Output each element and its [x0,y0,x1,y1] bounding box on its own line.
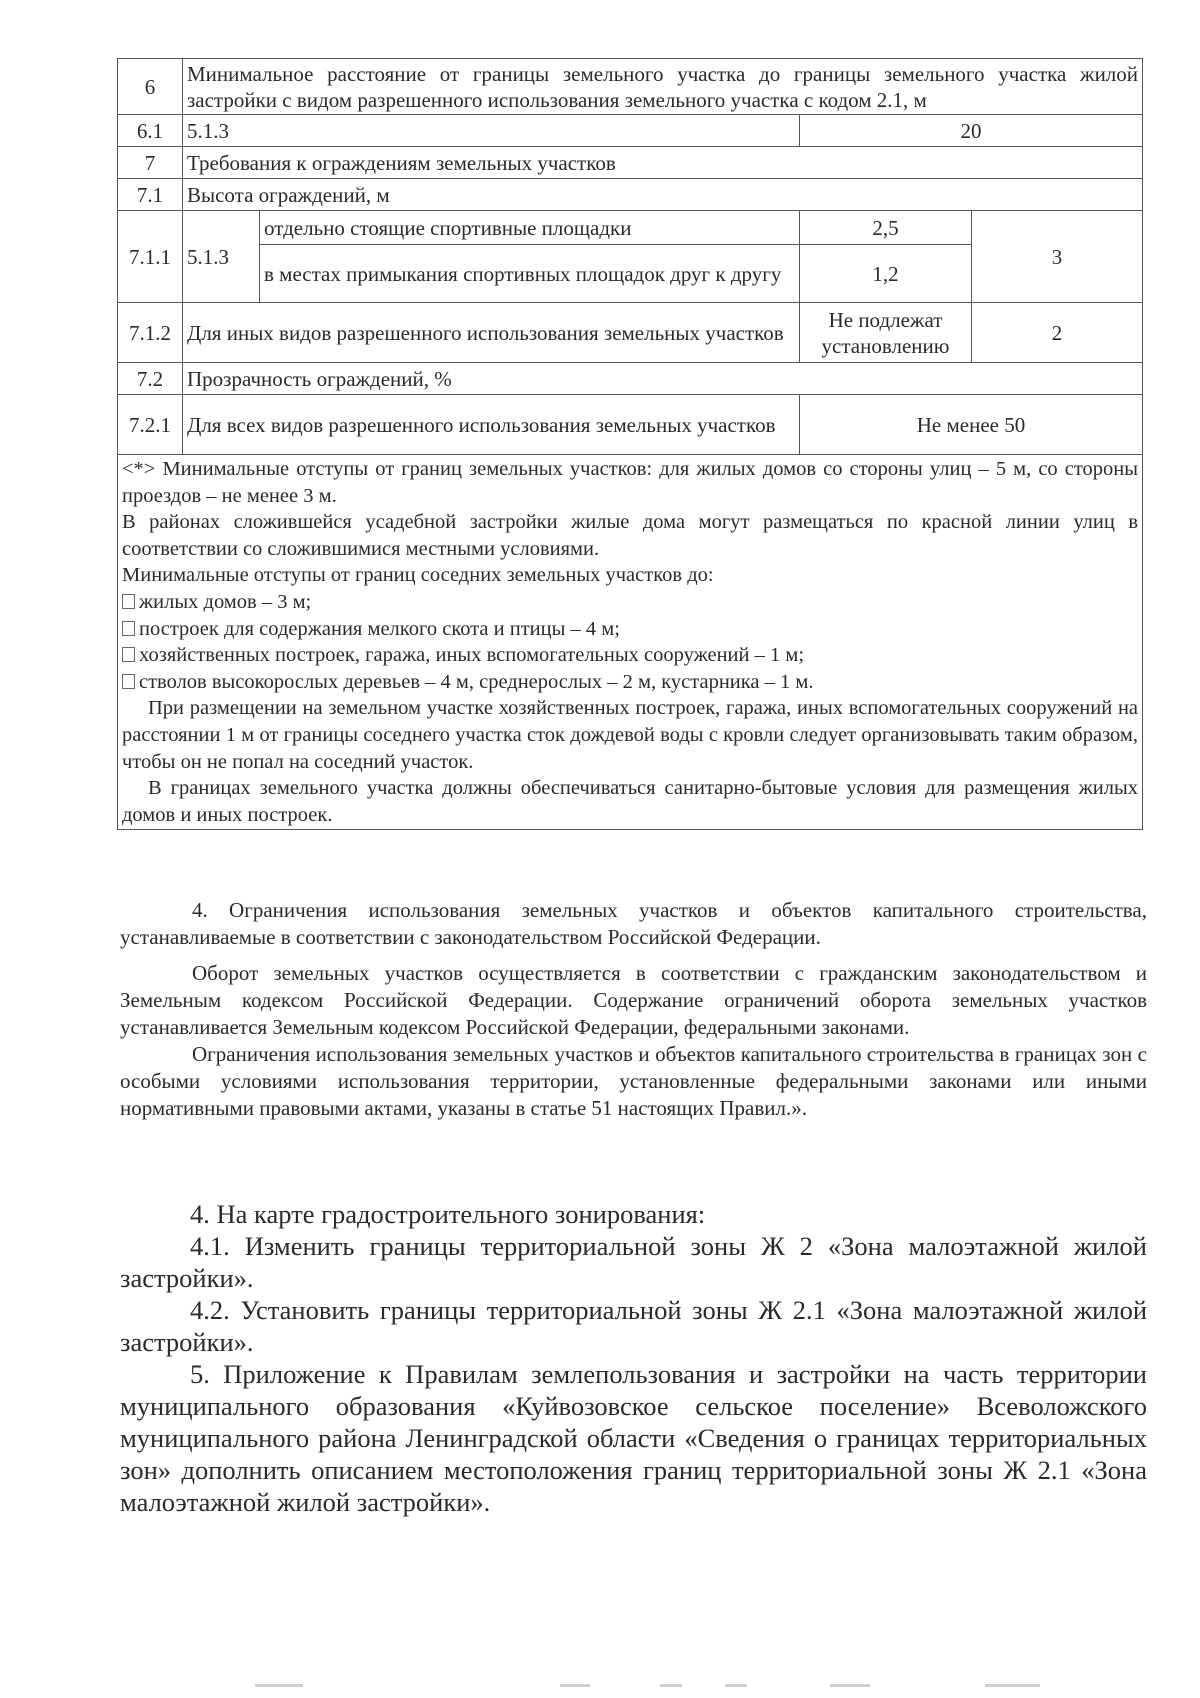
scan-mark [725,1684,747,1687]
table-row [118,147,1143,179]
paragraph: 4.1. Изменить границы территориальной зоны Ж 2 «Зона малоэтажной жилой застройки». [120,1231,1147,1293]
scan-mark [660,1684,682,1687]
table-row [118,303,1143,363]
scan-mark [560,1684,590,1687]
bullet-box-icon [122,594,135,609]
list-item-text: построек для содержания мелкого скота и птицы – 4 м; [139,617,620,640]
table-row [118,115,1143,147]
row-description: отдельно стоящие спортивные площадки [260,211,800,245]
row-value: 1,2 [800,245,972,303]
footnote-paragraph: Минимальные отступы от границ соседних земельных участков до: [122,564,714,587]
footnote-paragraph: При размещении на земельном участке хозяйственных построек, гаража, иных вспомогательных сооружений на расстоянии 1 м от границы соседнего участка сток дождевой воды с кровли следует организовывать таким образом, чтобы он не попал на соседний участок. [122,697,1139,773]
section-4-restrictions [120,897,1147,951]
row-value: Не подлежат установлению [800,303,972,363]
table-row [118,59,1143,115]
footnote-paragraph: В районах сложившейся усадебной застройки жилые дома могут размещаться по красной линии улиц в соответствии со сложившимися местными условиями. [122,511,1139,560]
row-number: 7.1.1 [118,211,183,303]
footnote-paragraph: В границах земельного участка должны обеспечиваться санитарно-бытовые условия для размещения жилых домов и иных построек. [122,777,1139,826]
row-number: 6.1 [118,115,183,147]
footnote-paragraph: <*> Минимальные отступы от границ земельных участков: для жилых домов со стороны улиц – 5 м, со стороны проездов – не менее 3 м. [122,458,1139,507]
paragraph: 4.2. Установить границы территориальной зоны Ж 2.1 «Зона малоэтажной жилой застройки». [120,1295,1147,1357]
row-number: 7 [118,147,183,179]
table-row [118,395,1143,455]
list-item-text: стволов высокорослых деревьев – 4 м, среднерослых – 2 м, кустарника – 1 м. [139,670,814,693]
table-row [118,179,1143,211]
row-number: 6 [118,59,183,115]
list-item [122,616,1138,643]
table-footnote [118,455,1143,830]
row-value: 2,5 [800,211,972,245]
row-number: 7.1.2 [118,303,183,363]
table-row [118,455,1143,830]
row-description: Для иных видов разрешенного использования земельных участков [183,303,800,363]
bullet-box-icon [122,621,135,636]
paragraph: Ограничения использования земельных участков и объектов капитального строительства в границах зон с особыми условиями использования территории, установленные федеральными законами или иными нормативными правовыми актами, указаны в статье 51 настоящих Правил.». [120,1042,1147,1120]
row-max-value: 3 [972,211,1143,303]
row-number: 7.2.1 [118,395,183,455]
list-item [122,669,1138,696]
paragraph: 5. Приложение к Правилам землепользования и застройки на часть территории муниципального образования «Куйвозовское сельское поселение» Всеволожского муниципального района Ленинградской области «Сведения о границах территориальных зон» дополнить описанием местоположения границ территориальной зоны Ж 2.1 «Зона малоэтажной жилой застройки». [120,1359,1147,1517]
table-row [118,211,1143,245]
row-description: Высота ограждений, м [183,179,1143,211]
row-code: 5.1.3 [183,211,260,303]
row-description: Для всех видов разрешенного использования земельных участков [183,395,800,455]
row-max-value: 2 [972,303,1143,363]
row-description: в местах примыкания спортивных площадок друг к другу [260,245,800,303]
list-item [122,642,1138,669]
row-value: 20 [800,115,1143,147]
row-value: Не менее 50 [800,395,1143,455]
row-description: Минимальное расстояние от границы земельного участка до границы земельного участка жилой застройки с видом разрешенного использования земельного участка с кодом 2.1, м [183,59,1143,115]
scan-mark [985,1684,1040,1687]
scan-mark [255,1684,303,1687]
row-code: 5.1.3 [183,115,800,147]
paragraph: Оборот земельных участков осуществляется в соответствии с гражданским законодательством и Земельным кодексом Российской Федерации. Содержание ограничений оборота земельных участков устанавливается Земельным кодексом Российской Федерации, федеральными законами. [120,961,1147,1039]
paragraph: 4. Ограничения использования земельных участков и объектов капитального строительства, устанавливаемые в соответствии с законодательством Российской Федерации. [120,898,1147,949]
bullet-box-icon [122,674,135,689]
zoning-requirements-table [117,58,1143,830]
list-item-text: хозяйственных построек, гаража, иных вспомогательных сооружений – 1 м; [139,644,805,667]
list-item [122,589,1138,616]
section-4-circulation [120,960,1147,1122]
scan-artifact-marks [0,1684,1200,1688]
row-description: Требования к ограждениям земельных участков [183,147,1143,179]
list-item-text: жилых домов – 3 м; [139,590,312,613]
row-description: Прозрачность ограждений, % [183,363,1143,395]
scan-mark [830,1684,870,1687]
row-number: 7.1 [118,179,183,211]
row-number: 7.2 [118,363,183,395]
table-row [118,363,1143,395]
bullet-box-icon [122,647,135,662]
paragraph: 4. На карте градостроительного зонирования: [190,1199,706,1229]
amendments-block [120,1198,1147,1518]
